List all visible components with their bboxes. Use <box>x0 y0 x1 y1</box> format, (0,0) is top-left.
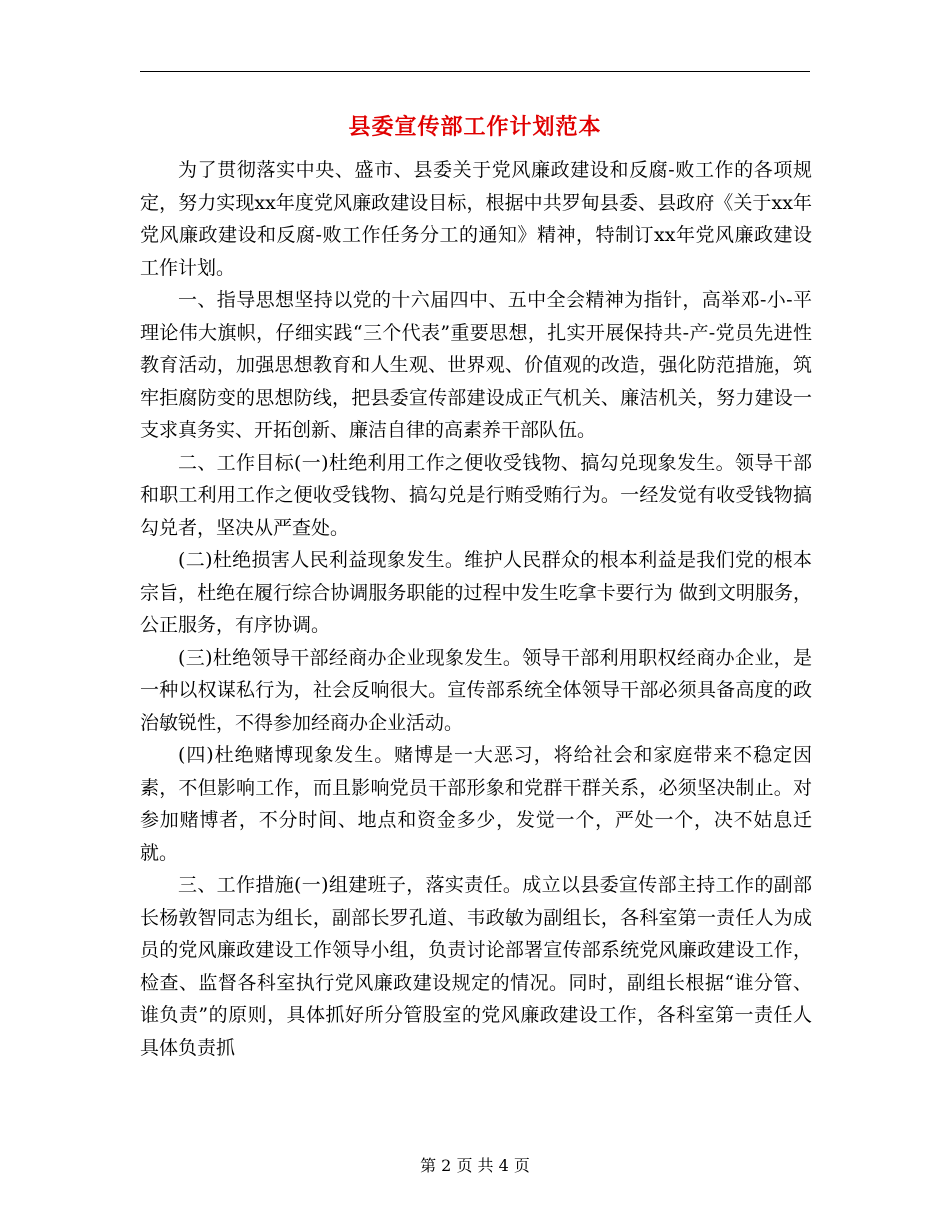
paragraph-work-goal-1: 二、工作目标(一)杜绝利用工作之便收受钱物、搞勾兑现象发生。领导干部和职工利用工作之便收受钱物、搞勾兑是行贿受贿行为。一经发觉有收受钱物搞勾兑者，坚决从严查处。 <box>140 451 812 539</box>
document-body <box>140 154 812 1064</box>
paragraph-guiding-ideology: 一、指导思想坚持以党的十六届四中、五中全会精神为指针，高举邓-小-平理论伟大旗帜，仔细实践“三个代表”重要思想，扎实开展保持共-产-党员先进性教育活动，加强思想教育和人生观、世界观、价值观的改造，强化防范措施，筑牢拒腐防变的思想防线，把县委宣传部建设成正气机关、廉洁机关，努力建设一支求真务实、开拓创新、廉洁自律的高素养干部队伍。 <box>140 289 812 441</box>
paragraph-work-goal-2: (二)杜绝损害人民利益现象发生。维护人民群众的根本利益是我们党的根本宗旨，杜绝在履行综合协调服务职能的过程中发生吃拿卡要行为 做到文明服务，公正服务，有序协调。 <box>140 549 812 636</box>
page-number-footer: 第 2 页 共 4 页 <box>420 1156 530 1175</box>
paragraph-intro: 为了贯彻落实中央、盛市、县委关于党风廉政建设和反腐-败工作的各项规定，努力实现xx年度党风廉政建设目标，根据中共罗甸县委、县政府《关于xx年党风廉政建设和反腐-败工作任务分工的通知》精神，特制订xx年党风廉政建设工作计划。 <box>140 159 812 279</box>
paragraph-work-goal-4: (四)杜绝赌博现象发生。赌博是一大恶习，将给社会和家庭带来不稳定因素，不但影响工作，而且影响党员干部形象和党群干群关系，必须坚决制止。对参加赌博者，不分时间、地点和资金多少，发觉一个，严处一个，决不姑息迁就。 <box>140 744 812 864</box>
document-title: 县委宣传部工作计划范本 <box>348 115 602 140</box>
paragraph-work-goal-3: (三)杜绝领导干部经商办企业现象发生。领导干部利用职权经商办企业，是一种以权谋私行为，社会反响很大。宣传部系统全体领导干部必须具备高度的政治敏锐性，不得参加经商办企业活动。 <box>140 646 812 734</box>
paragraph-work-measures: 三、工作措施(一)组建班子，落实责任。成立以县委宣传部主持工作的副部长杨敦智同志为组长，副部长罗孔道、韦政敏为副组长，各科室第一责任人为成员的党风廉政建设工作领导小组，负责讨论部署宣传部系统党风廉政建设工作，检查、监督各科室执行党风廉政建设规定的情况。同时，副组长根据“谁分管、谁负责”的原则，具体抓好所分管股室的党风廉政建设工作，各科室第一责任人具体负责抓 <box>140 874 812 1059</box>
header-rule <box>140 71 810 72</box>
